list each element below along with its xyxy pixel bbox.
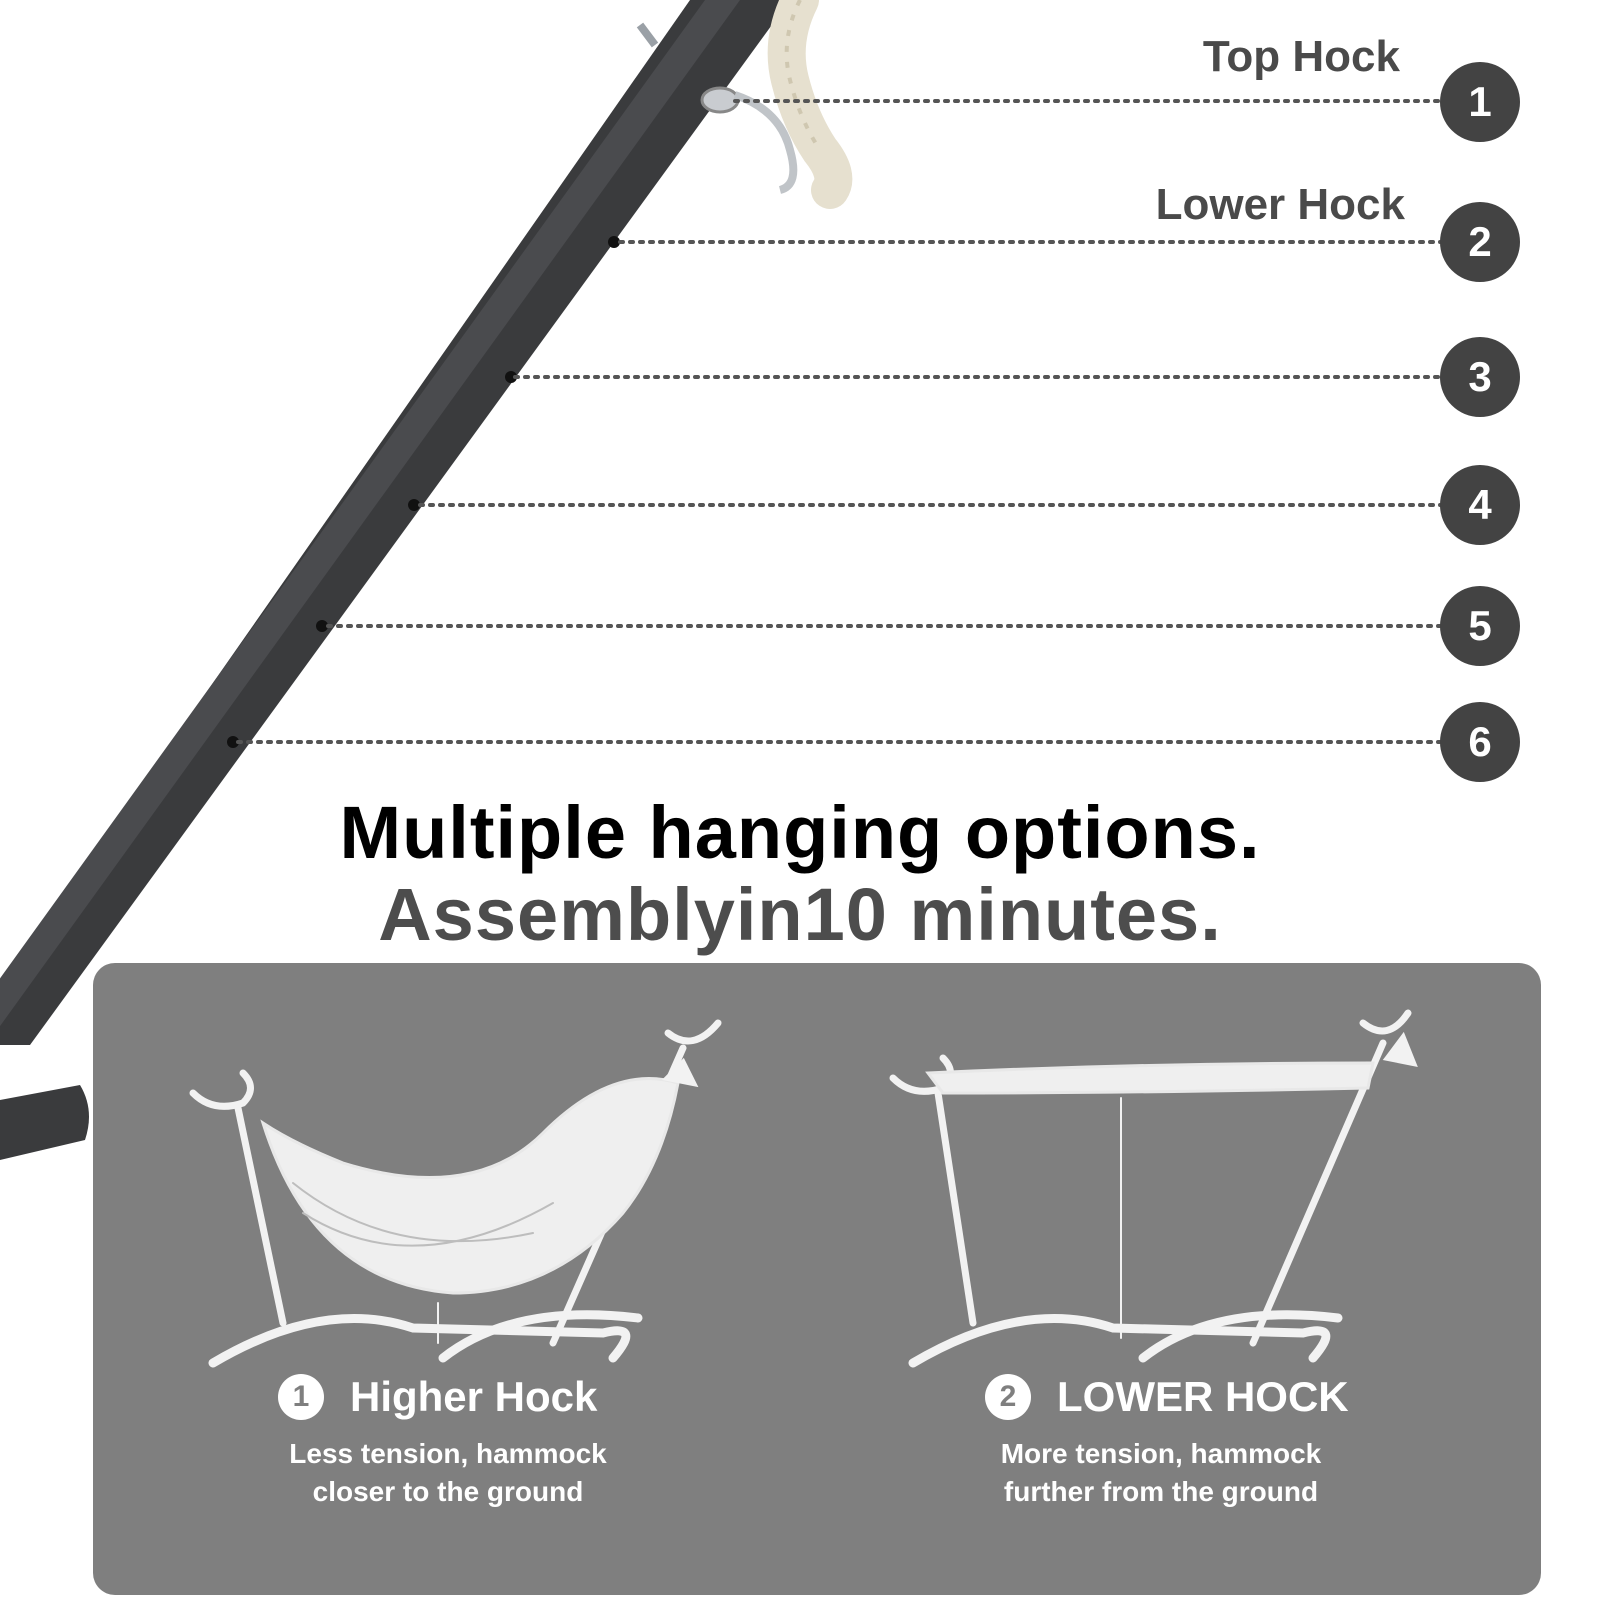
position-badge-6: 6 [1440, 702, 1520, 782]
hook-label-1: Top Hock [1202, 32, 1400, 81]
option-2-title [985, 1373, 1349, 1421]
position-badge-4: 4 [1440, 465, 1520, 545]
option-1-desc-line2: closer to the ground [312, 1476, 584, 1507]
position-badge-2: 2 [1440, 202, 1520, 282]
position-badge-1: 1 [1440, 62, 1520, 142]
hook-label-2: Lower Hock [1155, 180, 1405, 229]
higher-hook-diagram [193, 1023, 718, 1363]
option-2-label: LOWER HOCK [1057, 1373, 1349, 1420]
option-1-number: 1 [278, 1374, 324, 1420]
position-badge-3: 3 [1440, 337, 1520, 417]
option-1-desc-line1: Less tension, hammock [289, 1438, 607, 1469]
option-1-description [253, 1435, 643, 1511]
headline-primary: Multiple hanging options. [339, 791, 1261, 874]
options-panel [93, 963, 1541, 1595]
option-1-title [278, 1373, 597, 1421]
lower-hook-diagram [893, 1013, 1413, 1363]
option-1-label: Higher Hock [350, 1373, 598, 1420]
option-2-desc-line1: More tension, hammock [1000, 1438, 1322, 1469]
headline-secondary: Assemblyin10 minutes. [378, 873, 1222, 956]
option-2-description [951, 1435, 1371, 1511]
option-2-number: 2 [985, 1374, 1031, 1420]
position-badge-5: 5 [1440, 586, 1520, 666]
option-2-desc-line2: further from the ground [1003, 1476, 1319, 1507]
